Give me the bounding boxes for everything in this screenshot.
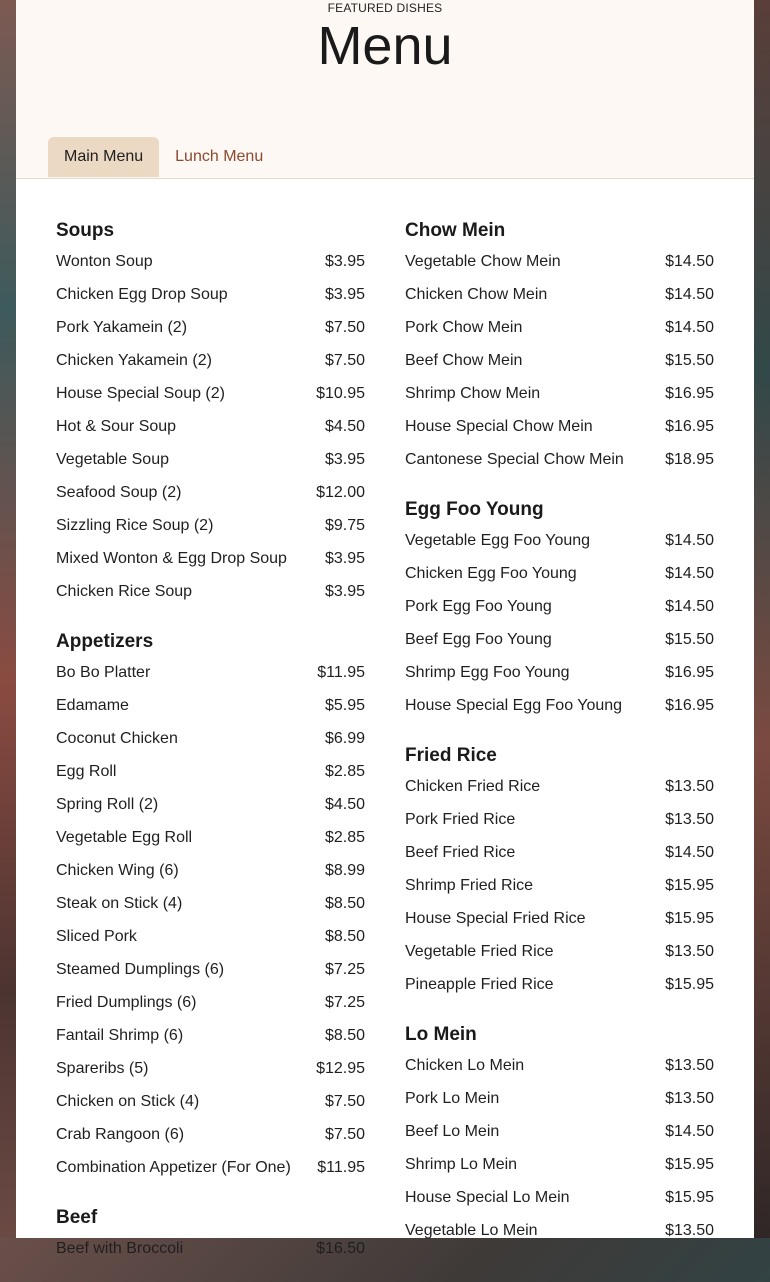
menu-item-name: House Special Lo Mein bbox=[405, 1189, 570, 1206]
menu-item-name: Vegetable Soup bbox=[56, 451, 169, 468]
menu-item bbox=[56, 692, 365, 725]
menu-item bbox=[405, 806, 714, 839]
menu-item-name: Pineapple Fried Rice bbox=[405, 976, 554, 993]
menu-item-price: $3.95 bbox=[324, 550, 365, 567]
menu-item bbox=[405, 692, 714, 725]
menu-item-price: $7.50 bbox=[324, 1093, 365, 1110]
menu-item bbox=[405, 1184, 714, 1217]
menu-columns bbox=[56, 214, 714, 1282]
menu-item-price: $13.50 bbox=[665, 1222, 714, 1239]
menu-item bbox=[56, 1121, 365, 1154]
menu-item-price: $14.50 bbox=[665, 1123, 714, 1140]
menu-item bbox=[56, 512, 365, 545]
menu-item-price: $16.95 bbox=[665, 418, 714, 435]
menu-item-price: $15.50 bbox=[665, 631, 714, 648]
menu-item-price: $14.50 bbox=[665, 565, 714, 582]
menu-item-price: $4.50 bbox=[324, 796, 365, 813]
menu-item bbox=[56, 725, 365, 758]
section-title: Chow Mein bbox=[405, 220, 506, 241]
menu-item bbox=[405, 971, 714, 1004]
menu-item bbox=[405, 1118, 714, 1151]
background-photo-left bbox=[0, 0, 16, 1238]
background-photo-right bbox=[754, 0, 770, 1238]
menu-item bbox=[56, 1235, 365, 1268]
menu-item-name: Beef Egg Foo Young bbox=[405, 631, 552, 648]
menu-item-name: Sizzling Rice Soup (2) bbox=[56, 517, 214, 534]
section-title: Fried Rice bbox=[405, 745, 497, 766]
menu-item-price: $18.95 bbox=[665, 451, 714, 468]
menu-item-name: Coconut Chicken bbox=[56, 730, 178, 747]
menu-item-name: Pork Lo Mein bbox=[405, 1090, 500, 1107]
menu-item bbox=[405, 1217, 714, 1250]
menu-item bbox=[405, 938, 714, 971]
menu-panel bbox=[16, 0, 754, 1257]
menu-item-price: $14.50 bbox=[665, 532, 714, 549]
menu-item bbox=[56, 347, 365, 380]
menu-item-name: Steak on Stick (4) bbox=[56, 895, 183, 912]
menu-item-name: Shrimp Egg Foo Young bbox=[405, 664, 570, 681]
menu-item bbox=[56, 989, 365, 1022]
menu-item-name: Spring Roll (2) bbox=[56, 796, 159, 813]
menu-item-price: $7.50 bbox=[324, 319, 365, 336]
menu-item-price: $14.50 bbox=[665, 253, 714, 270]
featured-label: FEATURED DISHES bbox=[327, 1, 443, 15]
menu-item-name: Chicken Wing (6) bbox=[56, 862, 179, 879]
menu-item-price: $15.95 bbox=[665, 976, 714, 993]
menu-item-name: Pork Yakamein (2) bbox=[56, 319, 188, 336]
menu-item-price: $13.50 bbox=[665, 943, 714, 960]
menu-item-price: $5.95 bbox=[324, 697, 365, 714]
menu-item bbox=[405, 446, 714, 479]
menu-item-price: $4.50 bbox=[324, 418, 365, 435]
menu-item-price: $11.95 bbox=[317, 1159, 365, 1176]
menu-item-name: Sliced Pork bbox=[56, 928, 137, 945]
menu-item bbox=[405, 248, 714, 281]
menu-item-price: $7.25 bbox=[324, 961, 365, 978]
menu-column-right bbox=[405, 214, 714, 1282]
menu-item-name: Vegetable Egg Roll bbox=[56, 829, 193, 846]
menu-item-price: $16.50 bbox=[316, 1240, 365, 1257]
menu-section-fried-rice bbox=[405, 739, 714, 1004]
menu-item-name: Steamed Dumplings (6) bbox=[56, 961, 225, 978]
section-title: Egg Foo Young bbox=[405, 499, 544, 520]
menu-item-name: Crab Rangoon (6) bbox=[56, 1126, 185, 1143]
menu-item bbox=[56, 824, 365, 857]
menu-item bbox=[56, 479, 365, 512]
menu-section-lo-mein bbox=[405, 1018, 714, 1250]
menu-item-name: Egg Roll bbox=[56, 763, 117, 780]
menu-item bbox=[405, 347, 714, 380]
menu-item-name: Pork Egg Foo Young bbox=[405, 598, 552, 615]
menu-item bbox=[56, 446, 365, 479]
menu-item bbox=[405, 314, 714, 347]
menu-item-name: House Special Soup (2) bbox=[56, 385, 225, 402]
menu-item bbox=[56, 791, 365, 824]
section-title: Appetizers bbox=[56, 631, 154, 652]
menu-item-name: Shrimp Fried Rice bbox=[405, 877, 534, 894]
menu-item-price: $12.00 bbox=[316, 484, 365, 501]
menu-item-price: $3.95 bbox=[324, 253, 365, 270]
menu-item bbox=[56, 1055, 365, 1088]
menu-item-price: $12.95 bbox=[316, 1060, 365, 1077]
menu-item-name: Pork Fried Rice bbox=[405, 811, 516, 828]
menu-item bbox=[56, 1154, 365, 1187]
menu-item bbox=[405, 413, 714, 446]
menu-item-price: $15.95 bbox=[665, 877, 714, 894]
menu-item-price: $13.50 bbox=[665, 1057, 714, 1074]
menu-item bbox=[405, 527, 714, 560]
menu-item-name: Chicken Lo Mein bbox=[405, 1057, 525, 1074]
menu-item bbox=[56, 545, 365, 578]
menu-item-price: $2.85 bbox=[324, 763, 365, 780]
menu-item-name: Spareribs (5) bbox=[56, 1060, 149, 1077]
menu-item bbox=[56, 890, 365, 923]
menu-item bbox=[56, 413, 365, 446]
menu-item-price: $8.50 bbox=[324, 895, 365, 912]
menu-item-name: Beef with Broccoli bbox=[56, 1240, 184, 1257]
menu-item-name: Cantonese Special Chow Mein bbox=[405, 451, 624, 468]
menu-item-price: $13.50 bbox=[665, 811, 714, 828]
menu-tabs bbox=[48, 137, 279, 177]
menu-item-name: Fried Dumplings (6) bbox=[56, 994, 197, 1011]
menu-item-name: Beef Chow Mein bbox=[405, 352, 523, 369]
menu-item-name: Chicken Rice Soup bbox=[56, 583, 193, 600]
tab-lunch-menu[interactable]: Lunch Menu bbox=[175, 148, 264, 165]
menu-item bbox=[405, 281, 714, 314]
menu-item-name: Chicken Yakamein (2) bbox=[56, 352, 212, 369]
menu-item bbox=[56, 659, 365, 692]
menu-item-name: Bo Bo Platter bbox=[56, 664, 151, 681]
menu-item-price: $15.95 bbox=[665, 1189, 714, 1206]
menu-item-price: $7.50 bbox=[324, 1126, 365, 1143]
section-title: Soups bbox=[56, 220, 115, 241]
menu-item-price: $11.95 bbox=[317, 664, 365, 681]
menu-item-name: Beef Lo Mein bbox=[405, 1123, 500, 1140]
menu-item-name: Beef Fried Rice bbox=[405, 844, 516, 861]
menu-item-name: House Special Chow Mein bbox=[405, 418, 593, 435]
menu-item-name: Chicken Egg Foo Young bbox=[405, 565, 577, 582]
menu-item bbox=[405, 1085, 714, 1118]
section-title: Lo Mein bbox=[405, 1024, 477, 1045]
menu-section-egg-foo-young bbox=[405, 493, 714, 725]
menu-column-left bbox=[56, 214, 365, 1282]
menu-item-price: $7.25 bbox=[324, 994, 365, 1011]
menu-item-name: Seafood Soup (2) bbox=[56, 484, 182, 501]
menu-item-name: Vegetable Egg Foo Young bbox=[405, 532, 591, 549]
menu-item-price: $16.95 bbox=[665, 664, 714, 681]
menu-item bbox=[56, 314, 365, 347]
menu-item-price: $3.95 bbox=[324, 451, 365, 468]
menu-item bbox=[405, 380, 714, 413]
menu-item-name: Combination Appetizer (For One) bbox=[56, 1159, 291, 1176]
menu-item-name: Vegetable Fried Rice bbox=[405, 943, 554, 960]
menu-item-name: Edamame bbox=[56, 697, 129, 714]
menu-item-price: $7.50 bbox=[324, 352, 365, 369]
menu-item bbox=[405, 872, 714, 905]
menu-section-chow-mein bbox=[405, 214, 714, 479]
menu-item-price: $16.95 bbox=[665, 697, 714, 714]
menu-item bbox=[405, 773, 714, 806]
menu-item-name: Shrimp Lo Mein bbox=[405, 1156, 518, 1173]
menu-item-price: $15.95 bbox=[665, 910, 714, 927]
menu-item-name: Chicken on Stick (4) bbox=[56, 1093, 200, 1110]
menu-item-price: $14.50 bbox=[665, 598, 714, 615]
menu-item bbox=[56, 281, 365, 314]
menu-item-price: $8.50 bbox=[324, 1027, 365, 1044]
menu-item bbox=[56, 758, 365, 791]
menu-item-price: $14.50 bbox=[665, 844, 714, 861]
page-title: Menu bbox=[317, 16, 453, 76]
menu-header bbox=[16, 0, 754, 179]
menu-item-name: Wonton Soup bbox=[56, 253, 153, 270]
menu-item bbox=[56, 248, 365, 281]
menu-item-name: House Special Egg Foo Young bbox=[405, 697, 623, 714]
menu-item-price: $16.95 bbox=[665, 385, 714, 402]
menu-item bbox=[405, 626, 714, 659]
menu-item-name: Vegetable Lo Mein bbox=[405, 1222, 538, 1239]
menu-item bbox=[405, 905, 714, 938]
menu-item-name: Mixed Wonton & Egg Drop Soup bbox=[56, 550, 287, 567]
menu-item-price: $13.50 bbox=[665, 778, 714, 795]
menu-item-price: $13.50 bbox=[665, 1090, 714, 1107]
menu-item bbox=[405, 659, 714, 692]
menu-item bbox=[56, 578, 365, 611]
menu-item-price: $14.50 bbox=[665, 286, 714, 303]
menu-item-price: $3.95 bbox=[324, 286, 365, 303]
menu-item-price: $9.75 bbox=[324, 517, 365, 534]
menu-item bbox=[56, 857, 365, 890]
menu-item-price: $8.50 bbox=[324, 928, 365, 945]
menu-item bbox=[56, 1088, 365, 1121]
menu-item bbox=[56, 956, 365, 989]
menu-item-name: House Special Fried Rice bbox=[405, 910, 586, 927]
menu-item-price: $14.50 bbox=[665, 319, 714, 336]
menu-item-price: $2.85 bbox=[324, 829, 365, 846]
menu-item-name: Shrimp Chow Mein bbox=[405, 385, 541, 402]
menu-item-price: $3.95 bbox=[324, 583, 365, 600]
menu-item-price: $6.99 bbox=[324, 730, 365, 747]
menu-item-name: Fantail Shrimp (6) bbox=[56, 1027, 184, 1044]
menu-item-name: Pork Chow Mein bbox=[405, 319, 523, 336]
menu-item-name: Chicken Chow Mein bbox=[405, 286, 548, 303]
menu-item bbox=[56, 923, 365, 956]
menu-item bbox=[405, 839, 714, 872]
menu-item bbox=[405, 1151, 714, 1184]
menu-item-name: Chicken Egg Drop Soup bbox=[56, 286, 228, 303]
menu-section-soups bbox=[56, 214, 365, 611]
menu-item-name: Vegetable Chow Mein bbox=[405, 253, 561, 270]
menu-item bbox=[405, 1052, 714, 1085]
menu-item bbox=[56, 1022, 365, 1055]
menu-item bbox=[56, 380, 365, 413]
menu-section-beef bbox=[56, 1201, 365, 1268]
menu-item bbox=[405, 593, 714, 626]
menu-item bbox=[405, 560, 714, 593]
menu-item-price: $8.99 bbox=[324, 862, 365, 879]
menu-item-price: $10.95 bbox=[316, 385, 365, 402]
menu-item-name: Hot & Sour Soup bbox=[56, 418, 177, 435]
menu-section-appetizers bbox=[56, 625, 365, 1187]
menu-item-name: Chicken Fried Rice bbox=[405, 778, 541, 795]
menu-item-price: $15.50 bbox=[665, 352, 714, 369]
tab-main-menu[interactable]: Main Menu bbox=[48, 137, 159, 177]
menu-item-price: $15.95 bbox=[665, 1156, 714, 1173]
section-title: Beef bbox=[56, 1207, 98, 1228]
